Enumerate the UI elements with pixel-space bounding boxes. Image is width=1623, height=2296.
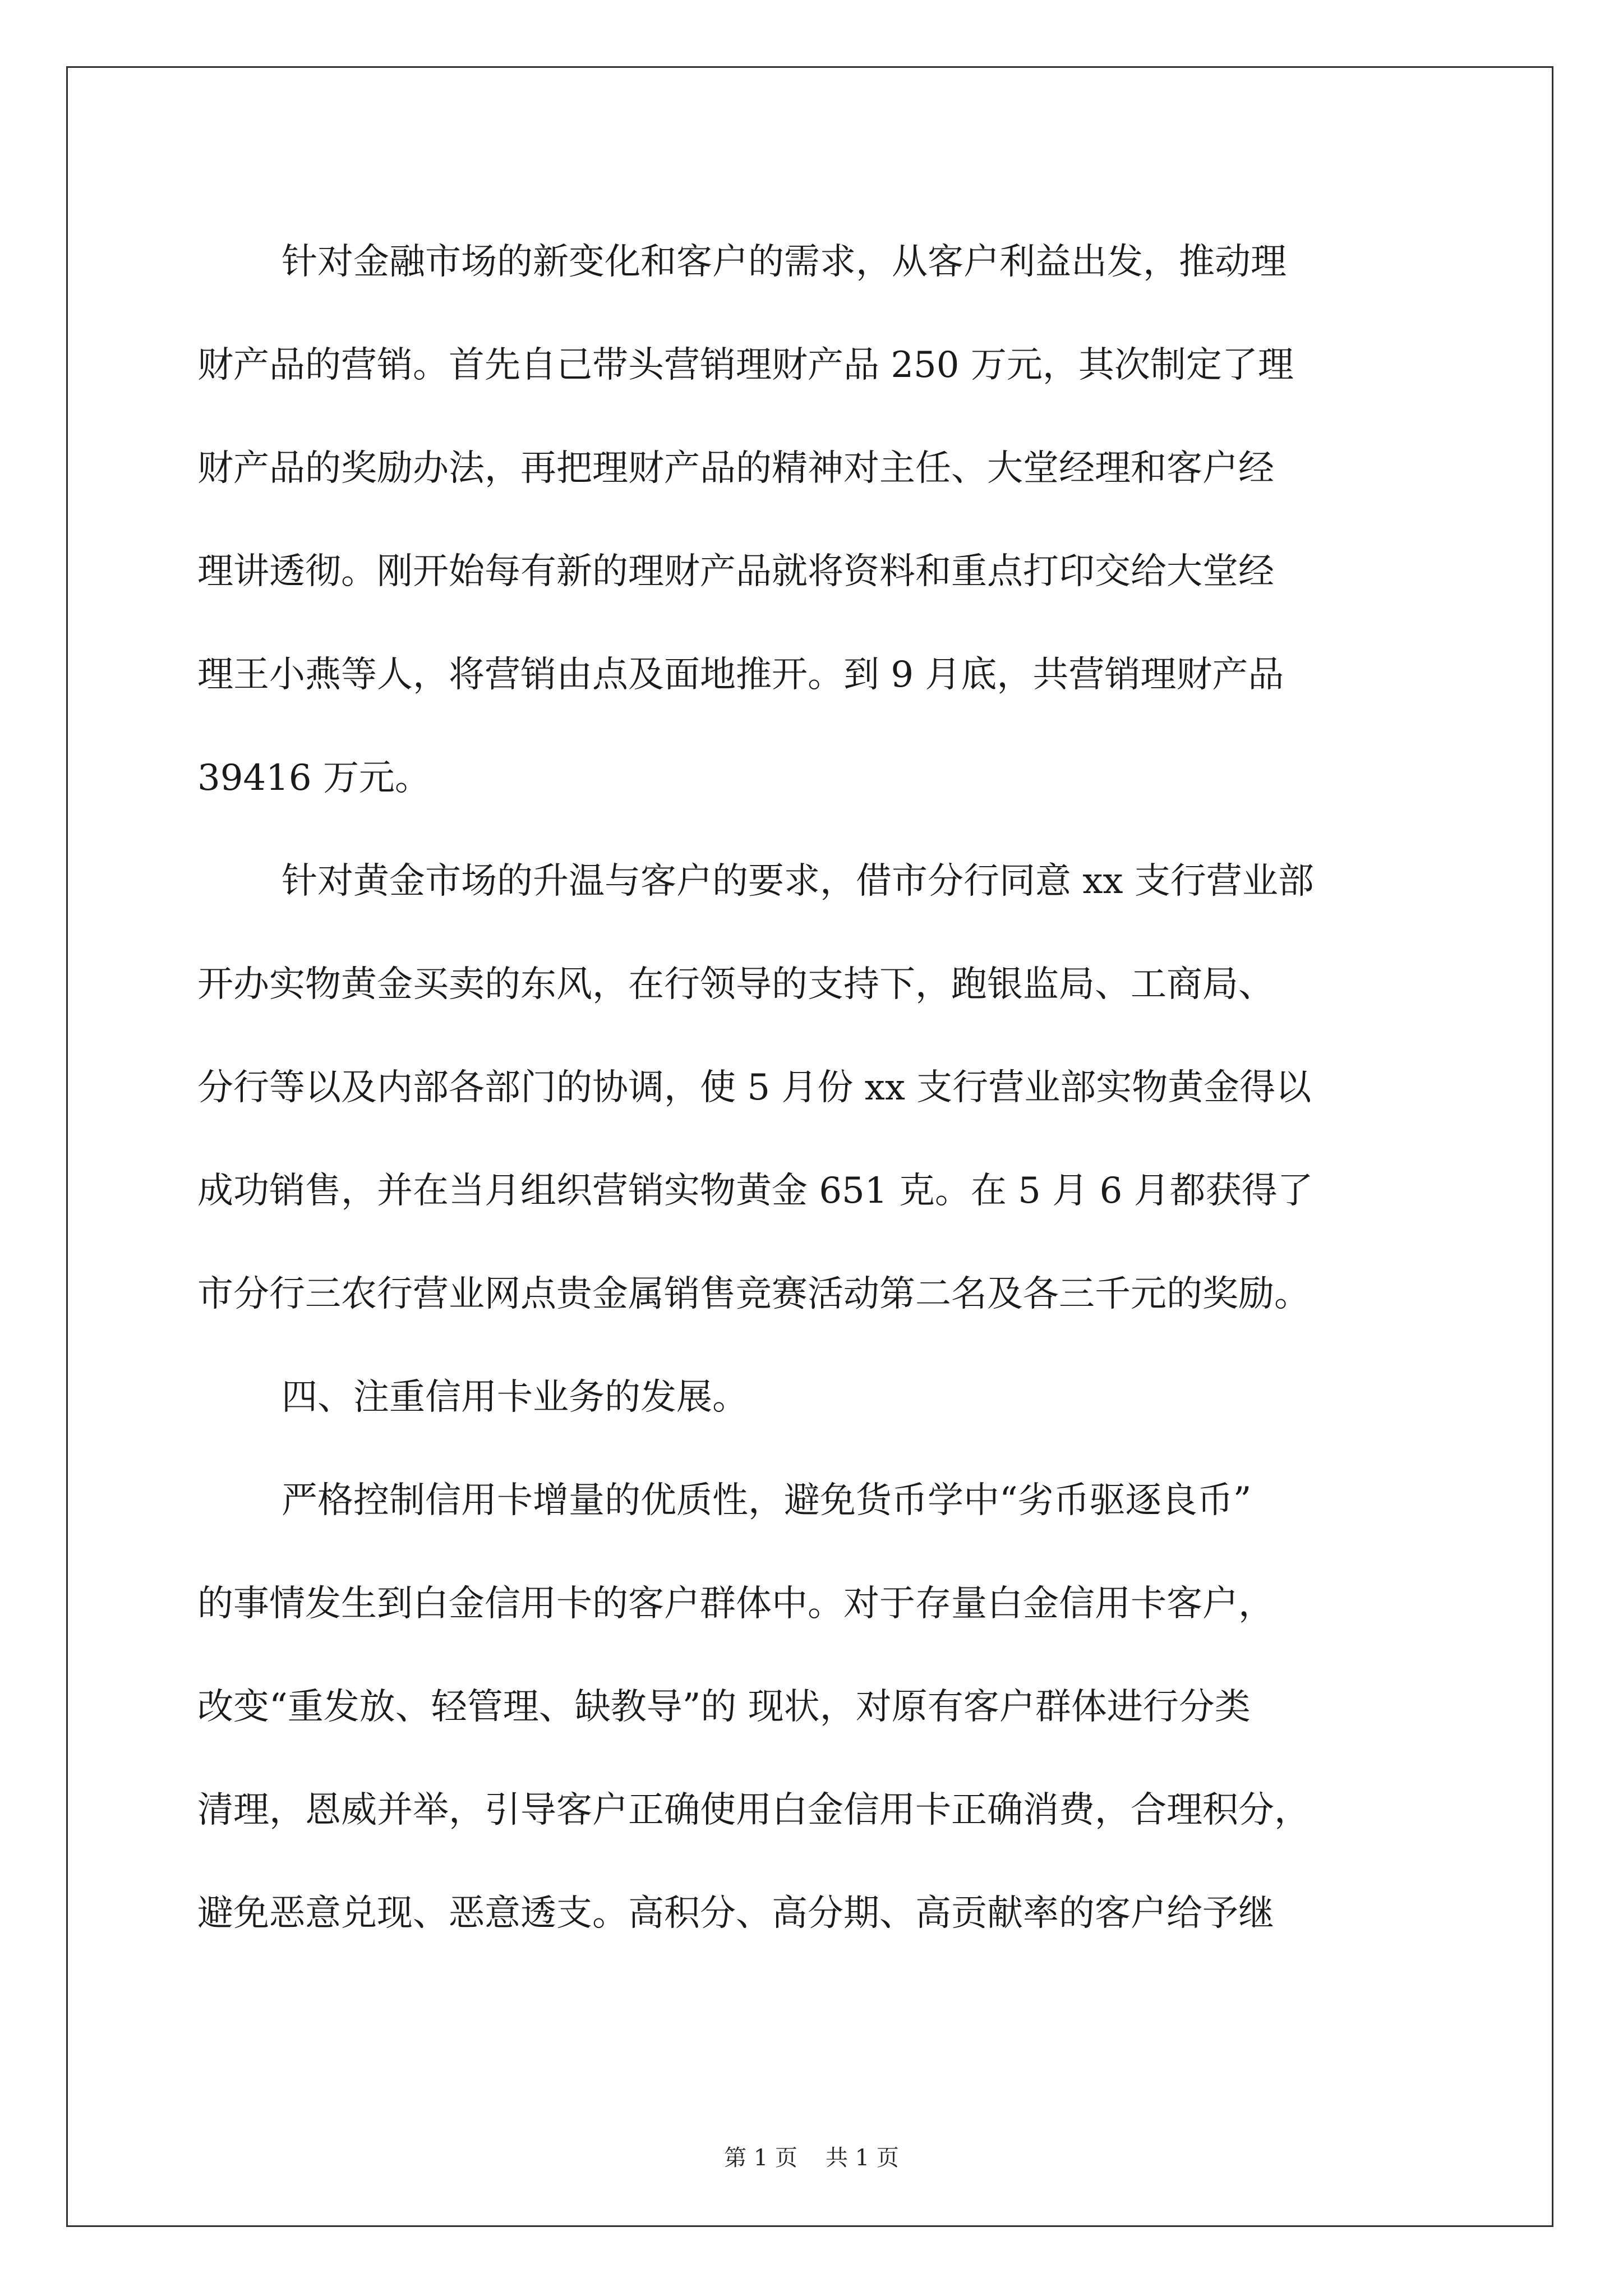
paragraph-line: 成功销售，并在当月组织营销实物黄金 651 克。在 5 月 6 月都获得了 [197,1170,1313,1212]
page-footer [0,2140,1623,2172]
paragraph-line: 严格控制信用卡增量的优质性，避免货币学中“劣币驱逐良币” [282,1480,1252,1521]
paragraph-line: 的事情发生到白金信用卡的客户群体中。对于存量白金信用卡客户， [197,1583,1274,1625]
paragraph-line: 理讲透彻。刚开始每有新的理财产品就将资料和重点打印交给大堂经 [197,551,1274,592]
paragraph-line: 改变“重发放、轻管理、缺教导”的 现状，对原有客户群体进行分类 [197,1686,1251,1728]
section-heading: 四、注重信用卡业务的发展。 [282,1377,748,1418]
paragraph-line: 开办实物黄金买卖的东风，在行领导的支持下，跑银监局、工商局、 [197,964,1274,1005]
paragraph-line: 财产品的营销。首先自己带头营销理财产品 250 万元，其次制定了理 [197,344,1294,386]
paragraph-line: 39416 万元。 [197,757,431,799]
paragraph-line: 市分行三农行营业网点贵金属销售竞赛活动第二名及各三千元的奖励。 [197,1273,1310,1315]
paragraph-line: 避免恶意兑现、恶意透支。高积分、高分期、高贡献率的客户给予继 [197,1893,1274,1934]
paragraph-line: 财产品的奖励办法，再把理财产品的精神对主任、大堂经理和客户经 [197,448,1274,489]
paragraph-line: 针对黄金市场的升温与客户的要求，借市分行同意 xx 支行营业部 [282,861,1314,902]
page-number: 第 1 页 [724,2145,797,2171]
paragraph-line: 理王小燕等人，将营销由点及面地推开。到 9 月底，共营销理财产品 [197,654,1284,696]
page-total: 共 1 页 [826,2145,899,2171]
paragraph-line: 针对金融市场的新变化和客户的需求，从客户利益出发，推动理 [282,241,1287,283]
paragraph-line: 清理，恩威并举，引导客户正确使用白金信用卡正确消费，合理积分， [197,1789,1310,1831]
document-body [197,210,1442,1965]
paragraph-line: 分行等以及内部各部门的协调，使 5 月份 xx 支行营业部实物黄金得以 [197,1067,1312,1108]
